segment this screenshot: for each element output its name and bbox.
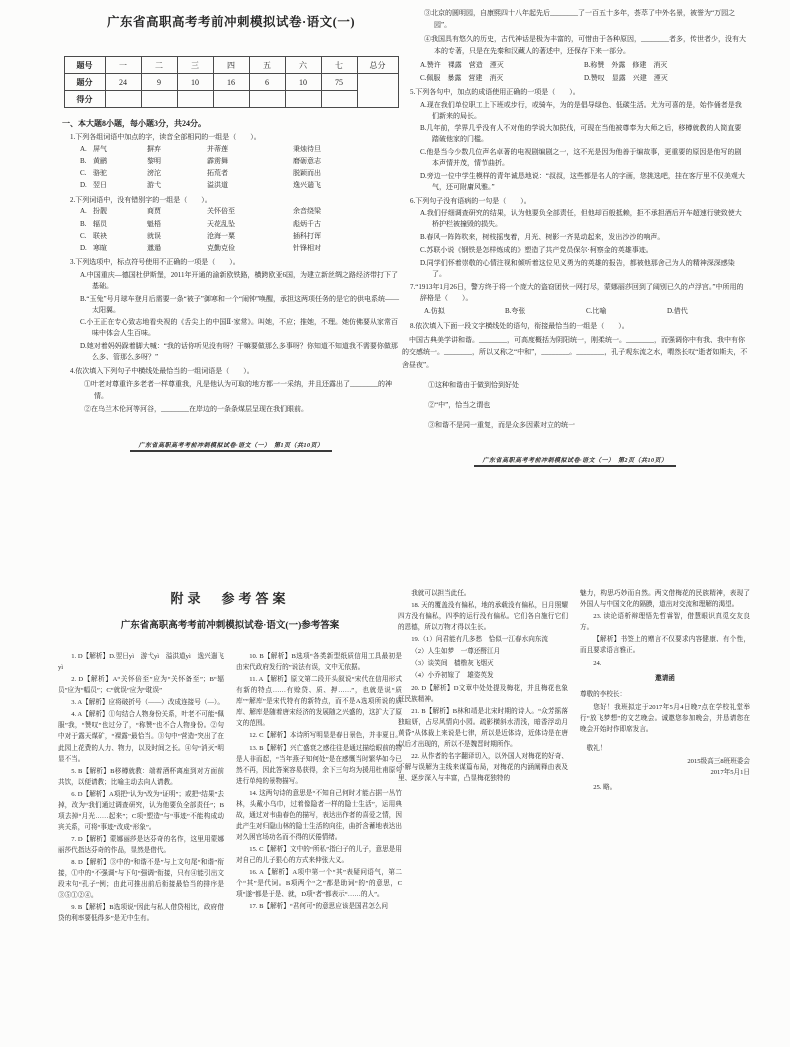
option-text: C.他是当今少数几位声名卓著的电视剧编剧之一，这不光是因为他善于编故事，更重要的原因是他写的剧本声情并茂，情节曲折。 <box>420 148 742 167</box>
answer-item-22-continuation: 魅力，构思巧妙而自然。两文借梅花的民族精神，表现了外国人与中国文化的隔膜，道出对交流和理解的渴望。 <box>580 590 750 609</box>
option-word: 屏气 <box>93 144 107 153</box>
option-row <box>80 219 400 230</box>
score-cell: 题号 <box>64 57 105 74</box>
exam-page-2 <box>402 6 748 467</box>
option-word: 克勤克俭 <box>207 244 235 252</box>
score-cell: 10 <box>177 74 213 91</box>
score-cell: 二 <box>141 57 177 74</box>
option-word: 沧海一粟 <box>207 231 235 240</box>
option-word: 滂沱 <box>147 169 161 178</box>
answer-item: （3）谈笑间 樯橹灰飞烟灭 <box>411 660 494 668</box>
option-word: 插科打诨 <box>293 231 321 240</box>
answer-item: 3. A【解析】应将破折号（——）改成连接号（—）。 <box>71 699 224 707</box>
option-word: 寒暄 <box>93 244 107 252</box>
score-table-header-row <box>64 57 398 74</box>
option-text: D.同学们怀着崇敬的心情注视和倾听着这位见义勇为的英雄的报告，都被他那舍己为人的精神深深感染了。 <box>420 258 735 278</box>
question-4-blanks <box>62 379 400 417</box>
answer-column-2 <box>236 651 402 913</box>
question-stem: 7.“1913年1月26日，警方终于将一个庞大的盗窃团伙一网打尽，蒙娜丽莎回到了阔别已久的卢浮宫。”中所用的辞格是（ ）。 <box>410 283 744 303</box>
answer-item: 21. B【解析】B林和靖是北宋时期的诗人。“众芳摇落独暄妍，占尽风情向小园。疏影横斜水清浅，暗香浮动月黄昏”从体裁上来说是七律，所以是近体诗，近体诗是在唐以后才出现的，所以不是魏晋时期所作。 <box>398 707 568 748</box>
score-cell: 得分 <box>64 91 105 108</box>
score-cell: 10 <box>285 74 321 91</box>
score-cell: 6 <box>249 74 285 91</box>
option-word: 余音绕梁 <box>293 207 321 216</box>
option-row <box>80 168 400 179</box>
score-cell: 六 <box>285 57 321 74</box>
option-word: 针锋相对 <box>293 244 321 252</box>
answer-item: 15. C【解析】文中的“所私”指臼子的儿子，意思是用对自己的儿子狠心的方式来伸张大义。 <box>236 846 402 865</box>
option-text: A.仿拟 <box>424 307 445 316</box>
question-stem: 4.依次填入下列句子中横线处最恰当的一组词语是（ ）。 <box>70 366 254 375</box>
option-text: A.中国重庆—德国杜伊斯堡，2011年开通的渝新欧铁路，横跨欧亚6国，为建立新丝绸之路经济带打下了基础。 <box>80 271 399 290</box>
option-word: 关怀倍至 <box>207 207 235 216</box>
question-2 <box>62 195 400 255</box>
option-word: 彪炳千古 <box>293 219 321 228</box>
option-word: 逸兴遄飞 <box>293 181 321 190</box>
answer-item-23: 23. 读论语析辩理悟先哲睿智，借慧眼识真觅交友良方。 <box>580 613 750 632</box>
blank-sentence: ①叶老对尊重许多老者一样尊重我，凡是他认为可取的地方都一一采纳，并且还露出了________的神情。 <box>84 379 392 400</box>
option-word: 魁梧 <box>147 219 161 228</box>
option-word: 秉烛待旦 <box>293 144 321 153</box>
question-stem: 2.下列词语中，没有错别字的一组是（ ）。 <box>70 195 212 204</box>
option-text: D.她对着妈妈跺着脚大喊：“我的话你听见没有呀？干嘛要做那么多事呀？你知道不知道我不需要你做那么多、管那么多呀？” <box>80 342 398 361</box>
answer-column-4 <box>580 588 750 794</box>
option-label: A. <box>80 144 87 153</box>
option-word: 就误 <box>147 231 161 240</box>
ordered-sentence: ③和谐不是同一重复，而是众多因素对立的统一 <box>428 420 575 429</box>
score-cell: 75 <box>321 74 357 91</box>
page-footer-text: 广东省高职高考考前冲刺模拟试卷·语文（一） 第1页（共10页） <box>130 443 331 452</box>
option-label: C. <box>80 231 87 240</box>
option-text: C.佩服 暴露 营建 消灭 <box>420 73 504 82</box>
answer-item: 8. D【解析】③中的“和谐不是”与上文句尾“和谐”衔接，①中的“不强调”与下句“强调”衔接，只有④能引出文段末句“孔子”例；由此可推出前后衔接最恰当的排序是③⑤①②④。 <box>58 859 224 900</box>
answer-item: 17. B【解析】“君何可”的意思应该是国君怎么问 <box>249 903 389 911</box>
option-label: B. <box>80 157 87 166</box>
invitation-salutation: 尊敬的李校长： <box>580 690 627 698</box>
option-text: D.赞叹 显露 兴建 湮灭 <box>584 73 668 82</box>
option-word: 游弋 <box>147 181 161 190</box>
score-cell <box>105 91 141 108</box>
answer-item: 5. B【解析】B移樽就教：端着酒杯离座到对方面前共饮，以便请教；比喻主动去向人请教。 <box>58 767 224 786</box>
ordered-sentence: ①这种和谐由于做到恰到好处 <box>428 380 519 389</box>
answer-item-25: 25. 略。 <box>593 783 617 791</box>
option-text: C.比喻 <box>586 307 607 316</box>
option-text: A.我们仔细调查研究的结果，认为他要负全部责任，但他却百般抵赖，拒不承担酒后开车超速行驶致使大桥护栏被撞毁的损失。 <box>420 209 742 229</box>
option-word: 辐员 <box>93 219 107 228</box>
question-8 <box>402 321 748 431</box>
option-row <box>80 206 400 217</box>
question-1-options <box>62 144 400 192</box>
question-8-passage: 中国古典美学讲和谐。________，可高度概括为阴阳统一，刚柔统一。________，而强调你中有我、我中有你的交感统一。________，所以又称之“中和”，________。________，孔子观东流之水，喟然长叹“逝者如斯夫，不舍昼夜”。 <box>402 335 748 370</box>
score-cell <box>177 91 213 108</box>
invitation-closing: 敬礼！ <box>586 744 607 752</box>
ordered-sentence: ②“中”，恰当之谓也 <box>428 400 491 409</box>
option-word: 商贾 <box>147 207 161 216</box>
answer-item: 1. D【解析】D.翌日yì 游弋yì 溢洪道yì 逸兴遄飞yì <box>58 653 224 672</box>
answer-item: 9. B【解析】B选项说“因此与私人借贷相比，政府借贷的利率要低得多”是无中生有。 <box>58 904 224 923</box>
option-word: 磨砺意志 <box>293 157 321 166</box>
answer-item: 20. D【解析】D文章中处处提及梅花，并且梅花也象征民族精神。 <box>398 684 568 703</box>
option-word: 溢洪道 <box>207 181 228 190</box>
score-cell: 24 <box>105 74 141 91</box>
question-stem: 6.下列句子没有语病的一句是（ ）。 <box>410 196 531 205</box>
exam-page-1 <box>62 10 400 452</box>
question-stem: 3.下列选项中，标点符号使用不正确的一项是（ ）。 <box>70 258 240 267</box>
option-text: C.苏联小说《钢铁是怎样炼成的》塑造了共产党员保尔·柯察金的英雄事迹。 <box>420 245 653 254</box>
answer-item: 4. A【解析】①句结合人物身份关系，叶老不可能“佩服”我，“赞叹”也过分了，“称赞”也不合人物身份。②句中对于露天煤矿，“裸露”最恰当。③句中“营造”突出了在此园上花费的人力、物力，以及时间之长。④句“消灭”明显不当。 <box>58 711 224 763</box>
option-text: A.赞许 裸露 营造 湮灭 <box>420 60 504 69</box>
answer-item: 14. 这两句诗的意思是“不知自己何时才能占据一丛竹林，头戴小乌巾，过着像隐者一样的隐士生活”，运用典故，通过对韦曲春色的描写，表达出作者的喜爱之情，因此产生对归隐山林的隐士生活的向往，曲折含蓄地表达出对久困官场功名而不得的厌倦情绪。 <box>236 789 402 841</box>
answer-item: （2）人生如梦 一尊还酹江月 <box>411 648 501 656</box>
option-label: D. <box>80 244 87 252</box>
invitation-title: 邀请函 <box>655 675 675 683</box>
answer-item: 13. B【解析】兴亡盛衰之感往往是通过描绘眼前的物是人非而起，“当年燕子知何处”是在感慨当时繁华如今已然不再，因此答案容易获得，余下三句均为援用杜甫原句进行单纯的景物描写。 <box>236 744 402 785</box>
score-cell <box>321 91 357 108</box>
question-stem: 1.下列各组词语中加点的字，读音全部相同的一组是（ ）。 <box>70 133 261 141</box>
answer-item: 6. D【解析】A项把“认为”改为“证明”；或把“结果”去掉，改为“我们通过调查研究，认为他要负全部责任”；B项去掉“月光……起来”；C项“塑造”与“事迹”不能构成动宾关系，可将“事迹”改成“形象”。 <box>58 790 224 831</box>
question-4 <box>62 366 400 417</box>
option-word: 天花乱坠 <box>207 219 235 228</box>
appendix-title: 附录 参考答案 <box>170 591 290 606</box>
score-cell: 五 <box>249 57 285 74</box>
option-label: B. <box>80 219 87 228</box>
answer-item: 22. 从作者的名字翻译切入，以外国人对梅花的好奇、不解与误解为主线来谋篇布局，对梅花的内涵阐释由表及里、逐步深入与丰富，凸显梅花独特的 <box>398 752 568 782</box>
option-text: B.夸张 <box>505 307 526 316</box>
section-heading: 一、本大题8小题，每小题3分，共24分。 <box>62 119 206 128</box>
option-text: C.小王正在专心致志地看央视的《舌尖上的中国Ⅱ·家常》。叫她，不应；推她，不理。她仿佛要从家常百味中体会人生百味。 <box>80 318 399 338</box>
answer-item: 2. D【解析】A“关怀倍至”应为“关怀备至”；B“辐员”应为“幅员”；C“就误”应为“耽误” <box>58 676 224 695</box>
option-word: 摒弃 <box>147 144 161 153</box>
answer-item: 11. A【解析】原文第二段开头叙说“宋代在信用形式有新的特点……有赊贷、质、押……”，也就是说“质库”“解库”是宋代特有的新特点，而不是A选项所说的质库、解库是随着唐宋经济的发展随之兴盛的，这扩大了原文的范围。 <box>236 676 402 728</box>
score-cell: 题分 <box>64 74 105 91</box>
option-word: 霹雳舞 <box>207 157 228 166</box>
option-label: D. <box>80 181 87 190</box>
option-word: 联袂 <box>93 231 107 240</box>
option-row <box>80 144 400 155</box>
option-word: 并蒂莲 <box>207 144 228 153</box>
answer-item: （4）小乔初嫁了 雄姿英发 <box>411 672 494 680</box>
option-row <box>80 243 400 254</box>
score-table <box>64 56 399 108</box>
option-word: 脱颖而出 <box>293 169 321 178</box>
option-word: 拓荒者 <box>207 169 228 178</box>
question-7 <box>402 282 748 318</box>
answer-item-23-note: 【解析】书签上的赠言不仅要求内容健康、有个性，而且要求语言雅正。 <box>580 636 750 655</box>
score-cell: 三 <box>177 57 213 74</box>
page-footer <box>402 449 748 467</box>
answer-item: 7. D【解析】蒙娜丽莎是达芬奇的名作，这里用蒙娜丽莎代指达芬奇的作品，显然是借代。 <box>58 836 224 855</box>
score-table-points-row <box>64 74 398 91</box>
blank-sentence: ④我国具有悠久的历史，古代神话是极为丰富的，可惜由于各种原因，________者多，传世者少，没有大本的专著，只是在先秦和汉藏人的著述中，还保存下来一部分。 <box>424 34 746 55</box>
answer-item: 我就可以担当此任。 <box>411 590 471 597</box>
invitation-signature: 2015级高三8班班委会 <box>687 757 750 765</box>
score-cell: 四 <box>213 57 249 74</box>
option-text: B.“玉兔”号月球车登月后需要一条“被子”御寒和一个“闹钟”唤醒，承担这两项任务的是它的供电系统——太阳翼。 <box>80 294 400 314</box>
question-2-options <box>62 206 400 254</box>
question-5-options <box>402 100 748 193</box>
option-text: D.旁边一位中学生模样的青年诚恳地说：“叔叔，这些都是名人的字画，您挑选吧，挂在客厅里不仅美观大气，还可附庸风雅。” <box>420 171 745 191</box>
blank-sentence: ③北京的圆明园，自康熙四十八年起先后________了一百五十多年，荟萃了中外名景，被誉为“万园之园”。 <box>424 9 736 29</box>
question-4-options <box>420 60 748 84</box>
option-text: B.称赞 外露 修建 消灭 <box>584 60 668 69</box>
answers-right-half <box>398 588 750 794</box>
answer-item: 19.（1）问君能有几多愁 恰似一江春水向东流 <box>411 636 549 644</box>
option-text: B.几年前，学界几乎没有人不对他的学说大加挞伐，可现在当他被尊奉为大师之后，移樽就教的人简直要踏破他家的门槛。 <box>420 124 742 144</box>
option-row <box>80 180 400 191</box>
blank-sentence: ②在乌兰木伦河等河谷，________在岸边的一条条煤层呈现在我们眼前。 <box>84 405 308 414</box>
score-cell <box>213 91 249 108</box>
page-footer <box>62 434 400 452</box>
score-table-score-row <box>64 91 398 108</box>
answers-subtitle: 广东省高职高考考前冲刺模拟试卷·语文(一)参考答案 <box>120 621 340 631</box>
question-stem: 8.依次填入下面一段文字横线处的语句，衔接最恰当的一组是（ ）。 <box>410 322 629 331</box>
question-3 <box>62 257 400 363</box>
option-word: 骆驼 <box>93 169 107 178</box>
question-4-blanks-continued <box>402 8 748 58</box>
answer-item: 10. B【解析】B选项“各类新型纸质信用工具最初是由宋代政府发行的”说法有误，文中无依据。 <box>236 653 402 672</box>
option-word: 扮靓 <box>93 207 107 216</box>
score-cell-total <box>357 74 398 108</box>
option-word: 黄鹂 <box>93 157 107 166</box>
answer-column-3 <box>398 588 568 785</box>
question-5 <box>402 87 748 193</box>
page-footer-text: 广东省高职高考考前冲刺模拟试卷·语文（一） 第2页（共10页） <box>474 458 675 467</box>
score-cell: 七 <box>321 57 357 74</box>
question-stem: 5.下列各句中，加点的成语使用正确的一项是（ ）。 <box>410 87 580 96</box>
question-8-sentences <box>402 379 748 432</box>
answer-item: 18. 天的覆盖没有偏私，地的承载没有偏私，日月照耀四方没有偏私，四季的运行没有偏私。它们各自施行它们的恩德，所以万物才得以生长。 <box>398 602 568 632</box>
score-cell: 一 <box>105 57 141 74</box>
option-label: A. <box>80 207 87 216</box>
question-1 <box>62 132 400 192</box>
answer-item-24-number: 24. <box>593 660 602 668</box>
answers-left-half <box>58 588 402 926</box>
score-cell: 总分 <box>357 57 398 74</box>
score-cell: 9 <box>141 74 177 91</box>
answer-item: 16. A【解析】A项中第一个“其”表疑问语气，第二个“其”是代词。B项两个“之”都是助词“的”的意思，C项“遂”都是于是、就，D项“者”都表示“……的人”。 <box>236 869 402 899</box>
question-6 <box>402 196 748 280</box>
option-label: C. <box>80 169 87 178</box>
option-word: 翌日 <box>93 181 107 190</box>
score-cell <box>141 91 177 108</box>
option-text: A.现在我们单位职工上下班或步行，或骑车，为的是倡导绿色、低碳生活。尤为可喜的是，始作俑者是我们新来的局长。 <box>420 100 742 120</box>
option-text: D.借代 <box>667 307 688 316</box>
option-row <box>80 156 400 167</box>
question-3-options <box>62 270 400 363</box>
option-text: B.春风一阵阵吹来，树枝摇曳着，月光、树影一齐晃动起来，发出沙沙的响声。 <box>420 233 665 242</box>
option-row <box>80 231 400 242</box>
option-word: 邋遢 <box>147 244 161 252</box>
invitation-date: 2017年5月1日 <box>710 768 750 776</box>
option-word: 黎明 <box>147 157 161 166</box>
answer-column-1 <box>58 651 224 926</box>
score-cell: 16 <box>213 74 249 91</box>
question-6-options <box>402 208 748 279</box>
score-cell <box>249 91 285 108</box>
invitation-body: 您好！我班拟定于2017年5月4日晚7点在学校礼堂举行“放飞梦想”的文艺晚会。诚邀您参加晚会，并恳请您在晚会开始时作即席发言。 <box>580 703 750 733</box>
question-7-options <box>424 306 748 318</box>
answer-item: 12. C【解析】本诗所写明显是春日景色，并非夏日。 <box>249 732 402 740</box>
page-title: 广东省高职高考考前冲刺模拟试卷·语文(一) <box>107 15 355 29</box>
score-cell <box>285 91 321 108</box>
